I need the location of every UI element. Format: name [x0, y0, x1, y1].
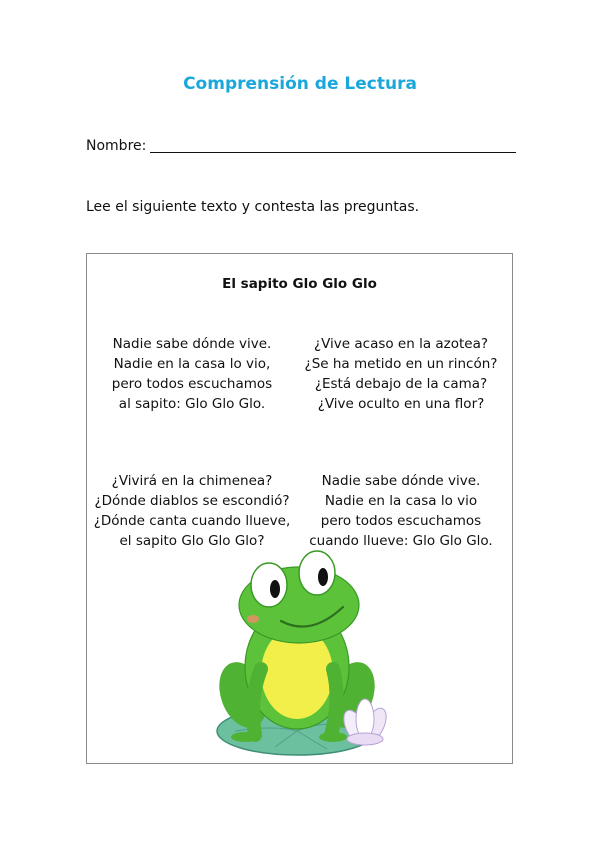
stanza-line: ¿Dónde diablos se escondió?: [94, 493, 290, 509]
stanza-line: pero todos escuchamos: [320, 513, 482, 529]
frog-illustration: [215, 549, 395, 759]
stanza-1: [87, 334, 297, 414]
instructions-text: Lee el siguiente texto y contesta las preguntas.: [86, 199, 420, 215]
stanza-line: ¿Se ha metido en un rincón?: [304, 356, 498, 372]
name-input-line[interactable]: [150, 151, 516, 153]
stanza-line: Nadie en la casa lo vio,: [113, 356, 271, 372]
stanza-4: [296, 471, 506, 551]
stanza-line: el sapito Glo Glo Glo?: [119, 533, 265, 549]
page-title: Comprensión de Lectura: [183, 74, 417, 94]
stanza-line: Nadie en la casa lo vio: [324, 493, 478, 509]
stanza-line: ¿Vive oculto en una flor?: [317, 396, 485, 412]
reading-box: [86, 253, 513, 764]
stanza-3: [87, 471, 297, 551]
name-label: Nombre:: [86, 138, 147, 154]
stanza-line: Nadie sabe dónde vive.: [112, 336, 272, 352]
name-field-row: [86, 138, 516, 154]
stanza-line: ¿Vivirá en la chimenea?: [111, 473, 273, 489]
stanza-2: [296, 334, 506, 414]
stanza-line: Nadie sabe dónde vive.: [321, 473, 481, 489]
stanza-line: ¿Vive acaso en la azotea?: [313, 336, 489, 352]
stanza-line: pero todos escuchamos: [111, 376, 273, 392]
poem-title: El sapito Glo Glo Glo: [222, 276, 377, 292]
stanza-line: al sapito: Glo Glo Glo.: [118, 396, 266, 412]
stanza-line: cuando llueve: Glo Glo Glo.: [309, 533, 493, 549]
frog-eye-right: [299, 551, 335, 595]
stanza-line: ¿Está debajo de la cama?: [314, 376, 488, 392]
stanza-line: ¿Dónde canta cuando llueve,: [93, 513, 291, 529]
frog-eye-left: [251, 563, 287, 607]
